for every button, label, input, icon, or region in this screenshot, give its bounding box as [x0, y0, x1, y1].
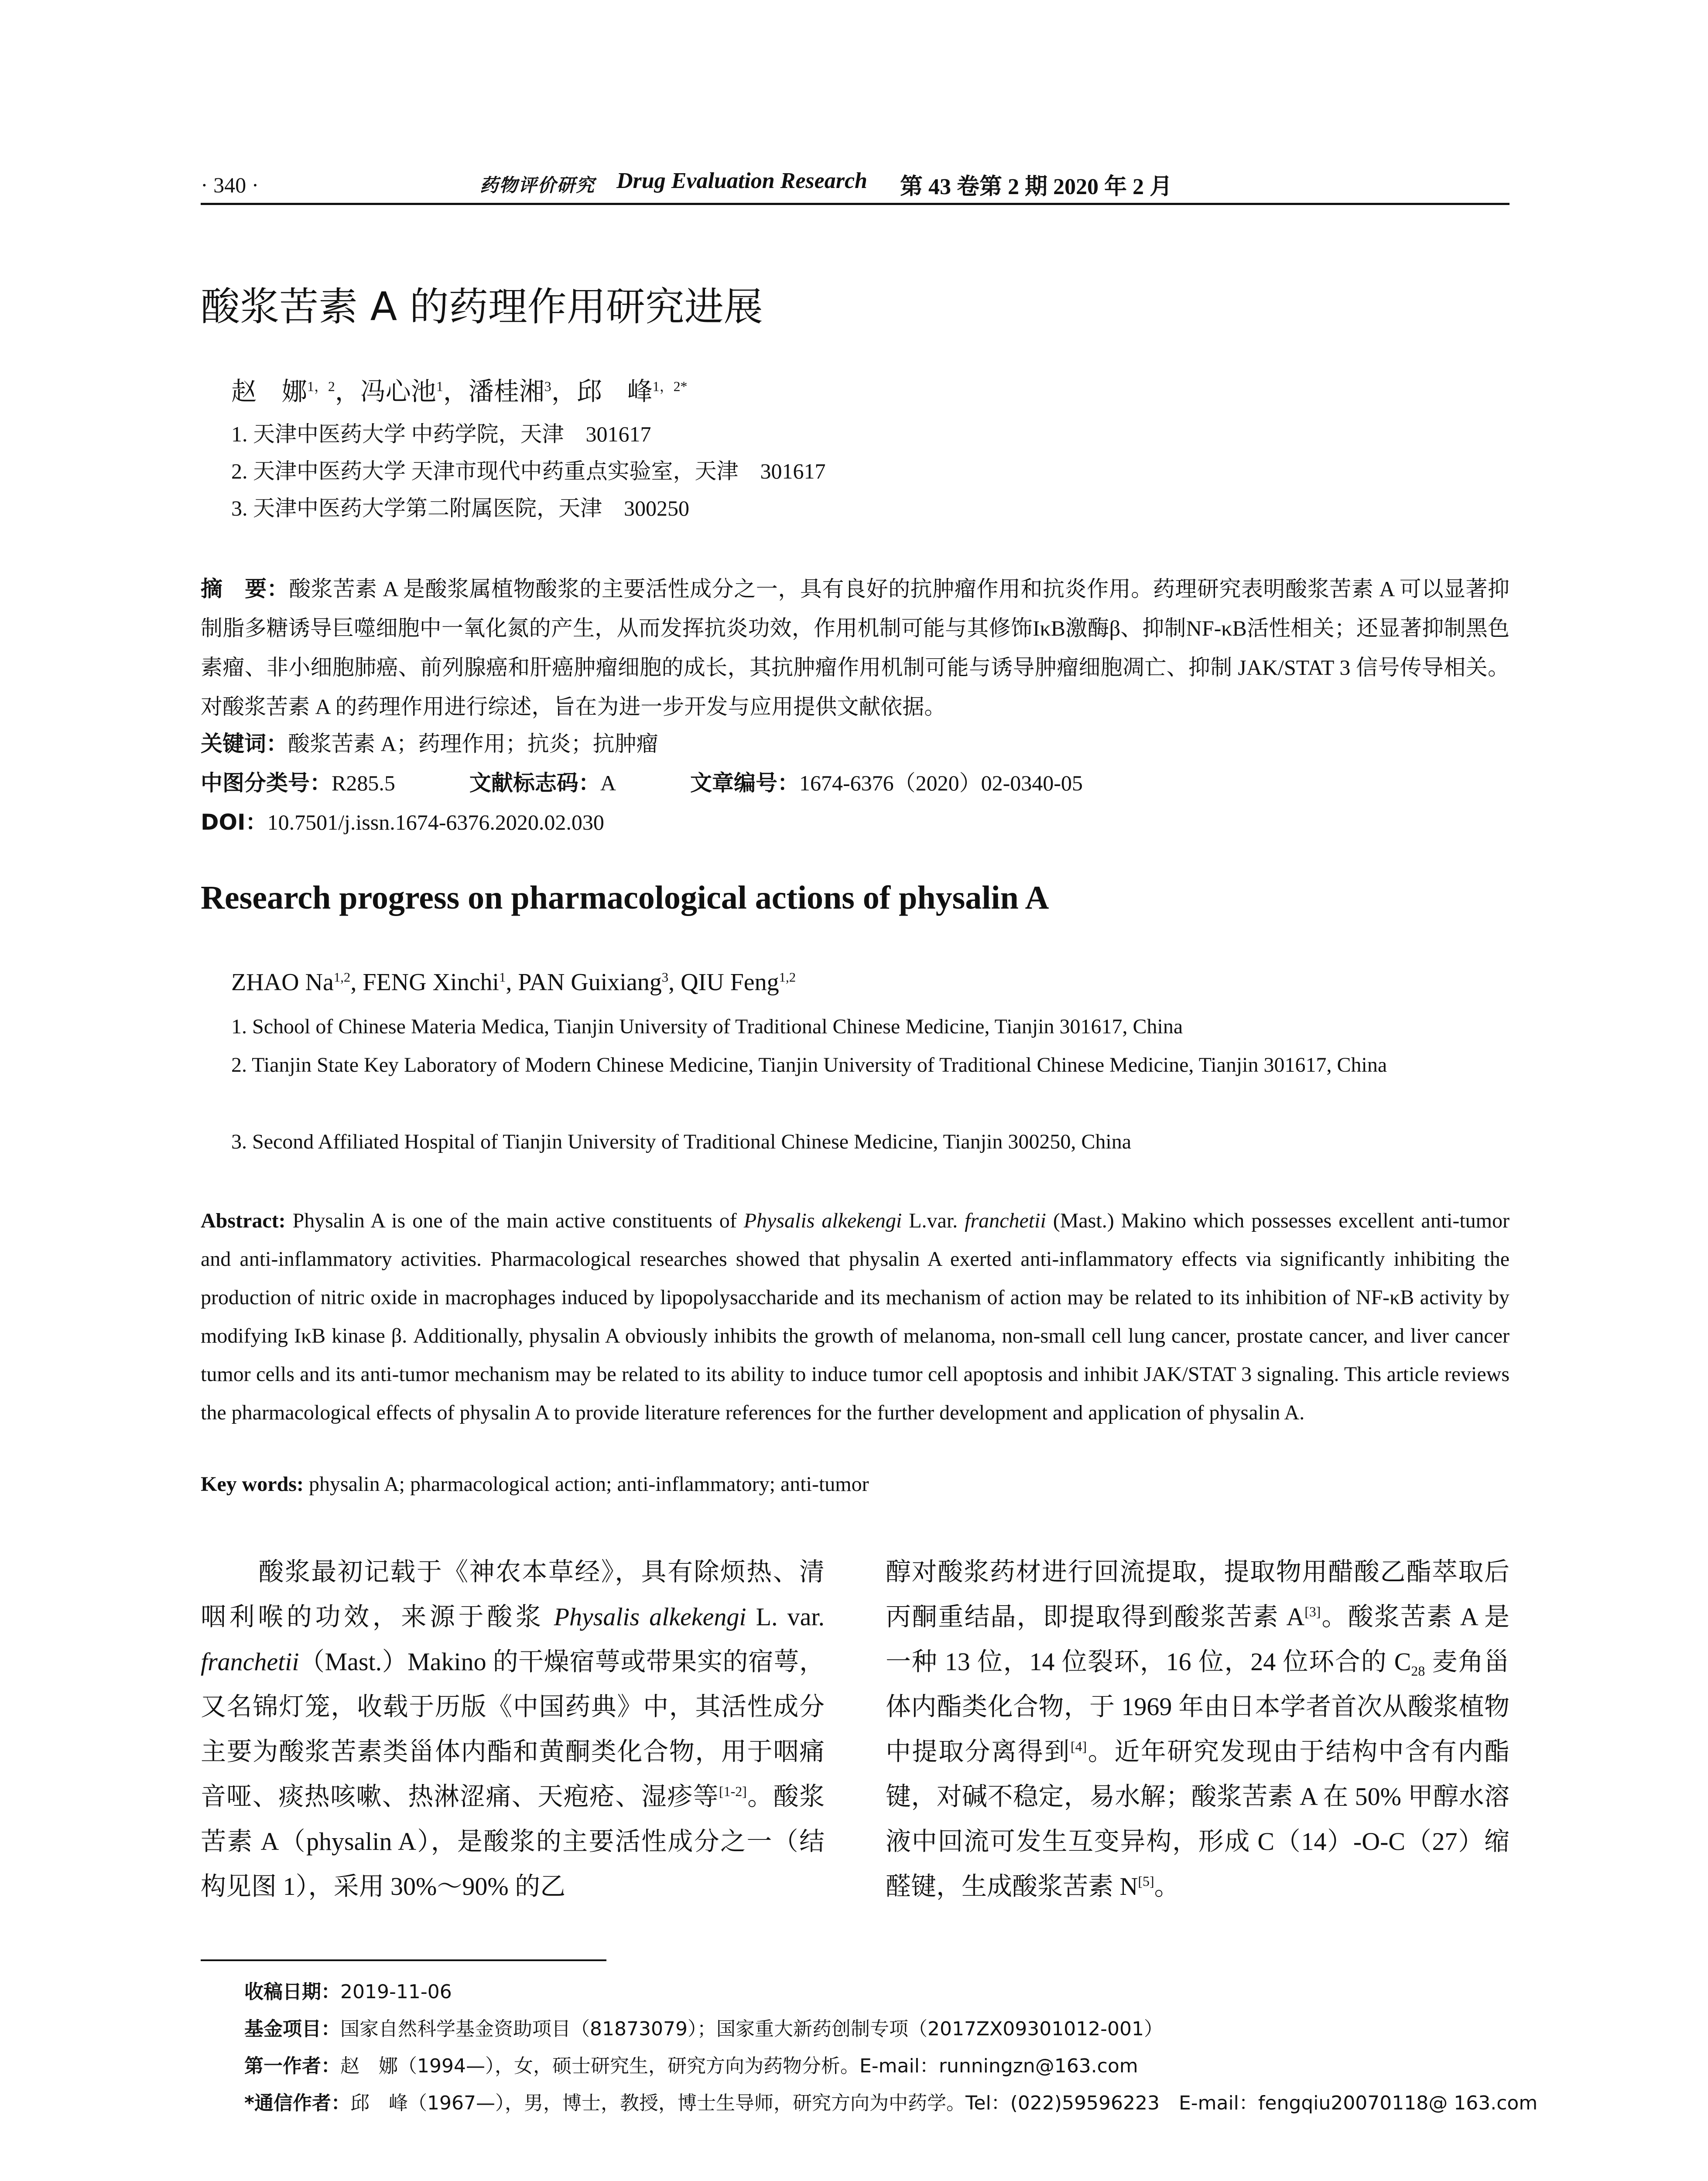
abstract-zh [201, 569, 1509, 726]
species-name: Physalis alkekengi [743, 1209, 902, 1232]
citation-ref[interactable]: [3] [1304, 1604, 1321, 1620]
abstract-label-en: Abstract: [201, 1209, 286, 1232]
body-text: （Mast.）Makino 的干燥宿萼或带果实的宿萼，又名锦灯笼，收载于历版《中国药典》中，其活性成分主要为酸浆苦素类甾体内酯和黄酮类化合物，用于咽痛音哑、痰热咳嗽、热淋涩痛、天疱疮、湿疹等 [201, 1648, 825, 1811]
doc-code-label: 文献标志码： [469, 770, 600, 796]
article-number-label: 文章编号： [690, 770, 799, 796]
affiliation-zh: 2. 天津中医药大学 天津市现代中药重点实验室，天津 301617 [231, 459, 826, 483]
doc-code-value: A [600, 771, 616, 795]
keywords-label-zh: 关键词： [201, 731, 288, 756]
clc-label: 中图分类号： [201, 770, 332, 796]
author-affiliation-mark: 1,2 [779, 970, 796, 985]
article-number-value: 1674-6376（2020）02-0340-05 [799, 771, 1083, 795]
footnote-received [244, 1976, 452, 2004]
journal-issue: 第 43 卷第 2 期 2020 年 2 月 [900, 174, 1173, 199]
keywords-text-en: physalin A; pharmacological action; anti-inflammatory; anti-tumor [303, 1473, 869, 1496]
species-name: Physalis alkekengi [554, 1603, 746, 1631]
footnote-text: 国家自然科学基金资助项目（81873079）；国家重大新药创制专项（2017ZX09301012-001） [340, 2018, 1164, 2040]
abstract-text-en: L.var. [902, 1209, 965, 1232]
author-name: , PAN Guixiang [506, 969, 662, 996]
body-text: 。 [1154, 1872, 1180, 1901]
citation-ref[interactable]: [1-2] [719, 1784, 747, 1799]
footnote-text: 2019-11-06 [340, 1981, 452, 2003]
page-number: · 340 · [201, 173, 259, 197]
doi-label: DOI： [201, 810, 267, 835]
article-title-zh: 酸浆苦素 A 的药理作用研究进展 [201, 284, 763, 330]
author-affiliation-mark: 1 [499, 970, 506, 985]
article-title-en: Research progress on pharmacological actions of physalin A [201, 879, 1049, 916]
keywords-label-en: Key words: [201, 1473, 304, 1496]
author-affiliation-mark: 1，2 [307, 379, 335, 394]
doi-line [201, 805, 604, 836]
author-list-zh [231, 371, 687, 407]
doi-value[interactable]: 10.7501/j.issn.1674-6376.2020.02.030 [267, 810, 604, 834]
footnote-first-author [244, 2050, 1138, 2078]
affiliation-zh: 3. 天津中医药大学第二附属医院，天津 300250 [231, 496, 689, 520]
classification-line [201, 766, 1509, 797]
journal-logo: 药物评价研究 [480, 176, 596, 196]
author-affiliation-mark: 3 [661, 970, 669, 985]
abstract-text-zh: 酸浆苦素 A 是酸浆属植物酸浆的主要活性成分之一，具有良好的抗肿瘤作用和抗炎作用。药理研究表明酸浆苦素 A 可以显著抑制脂多糖诱导巨噬细胞中一氧化氮的产生，从而发挥抗炎功效，作用机制可能与其修饰IκB激酶β、抑制NF-κB活性相关；还显著抑制黑色素瘤、非小细胞肺癌、前列腺癌和肝癌肿瘤细胞的成长，其抗肿瘤作用机制可能与诱导肿瘤细胞凋亡、抑制 JAK/STAT 3 信号传导相关。对酸浆苦素 A 的药理作用进行综述，旨在为进一步开发与应用提供文献依据。 [201, 577, 1510, 719]
clc-value: R285.5 [332, 771, 395, 795]
body-text: 酸浆最初记载于《神农本草经》，具有除烦热、清咽利喉的功效，来源于酸浆 [201, 1558, 825, 1631]
keywords-text-zh: 酸浆苦素 A；药理作用；抗炎；抗肿瘤 [288, 732, 658, 756]
footnote-text: 赵 娜（1994—），女，硕士研究生，研究方向为药物分析。E-mail：runningzn@163.com [340, 2055, 1138, 2077]
footnote-label: *通信作者： [244, 2092, 351, 2114]
author-name: ，冯心池 [335, 377, 436, 406]
body-text: L. var. [746, 1603, 825, 1631]
author-affiliation-mark: 3 [544, 379, 551, 394]
author-name: ZHAO Na [231, 969, 334, 996]
footnote-text: 邱 峰（1967—），男，博士，教授，博士生导师，研究方向为中药学。Tel：(022)59596223 E-mail：fengqiu20070118@ 163.com [350, 2092, 1538, 2114]
body-text: 。酸浆苦素 A（physalin A），是酸浆的主要活性成分之一（结构见图 1），采用 30%～90% 的乙 [201, 1782, 825, 1901]
body-text: 麦角甾体内酯类化合物，于 1969 年由日本学者首次从酸浆植物中提取分离得到 [886, 1648, 1509, 1766]
author-name: , FENG Xinchi [350, 969, 499, 996]
body-text: 醇对酸浆药材进行回流提取，提取物用醋酸乙酯萃取后丙酮重结晶，即提取得到酸浆苦素 A [886, 1558, 1509, 1631]
abstract-en [201, 1202, 1509, 1432]
body-text: 。酸浆苦素 A 是一种 13 位，14 位裂环，16 位，24 位环合的 C [886, 1603, 1510, 1676]
variety-name: franchetii [201, 1648, 299, 1676]
abstract-label-zh: 摘 要： [201, 576, 289, 602]
citation-ref[interactable]: [4] [1070, 1739, 1087, 1754]
body-column-right [886, 1549, 1509, 1909]
affiliation-en: 1. School of Chinese Materia Medica, Tianjin University of Traditional Chinese Medicine, Tianjin 301617, China [231, 1015, 1183, 1038]
footnote-corresponding-author [244, 2087, 1537, 2115]
keywords-en [201, 1472, 869, 1496]
abstract-text-en: (Mast.) Makino which possesses excellent anti-tumor and anti-inflammatory activities. Pharmacological researches showed that physalin A exerted anti-inflammatory effects via significantly inhibiting the production of nitric oxide in macrophages induced by lipopolysaccharide and its mechanism of action may be related to its inhibition of NF-κB activity by modifying IκB kinase β. Additionally, physalin A obviously inhibits the growth of melanoma, non-small cell lung cancer, prostate cancer, and liver cancer tumor cells and its anti-tumor mechanism may be related to its ability to induce tumor cell apoptosis and inhibit JAK/STAT 3 signaling. This article reviews the pharmacological effects of physalin A to provide literature references for the further development and application of physalin A. [201, 1209, 1510, 1424]
citation-ref[interactable]: [5] [1138, 1873, 1154, 1889]
header-rule [201, 203, 1509, 205]
footnote-funding [244, 2013, 1163, 2041]
author-affiliation-mark: 1，2* [652, 379, 688, 394]
keywords-zh [201, 726, 658, 758]
author-name: 赵 娜 [231, 377, 308, 406]
author-affiliation-mark: 1,2 [333, 970, 351, 985]
subscript: 28 [1411, 1663, 1425, 1679]
body-column-left [201, 1549, 825, 1909]
affiliation-en: 2. Tianjin State Key Laboratory of Modern Chinese Medicine, Tianjin University of Traditional Chinese Medicine, Tianjin 301617, China [231, 1053, 1387, 1077]
author-name: ，邱 峰 [551, 377, 653, 406]
journal-name: Drug Evaluation Research [616, 168, 867, 193]
variety-name: franchetii [965, 1209, 1046, 1232]
body-text: 。近年研究发现由于结构中含有内酯键，对碱不稳定，易水解；酸浆苦素 A 在 50% 甲醇水溶液中回流可发生互变异构，形成 C（14）-O-C（27）缩醛键，生成酸浆苦素 N [886, 1737, 1509, 1901]
author-list-en [231, 968, 796, 996]
author-name: , QIU Feng [668, 969, 779, 996]
footnote-rule [201, 1959, 606, 1961]
footnote-label: 基金项目： [244, 2018, 340, 2040]
author-name: ，潘桂湘 [443, 377, 544, 406]
footnote-label: 收稿日期： [244, 1981, 340, 2003]
footnote-label: 第一作者： [244, 2055, 340, 2077]
abstract-text-en: Physalin A is one of the main active constituents of [285, 1209, 744, 1232]
author-affiliation-mark: 1 [436, 379, 443, 394]
affiliation-en: 3. Second Affiliated Hospital of Tianjin University of Traditional Chinese Medicine, Tianjin 300250, China [231, 1130, 1132, 1153]
affiliation-zh: 1. 天津中医药大学 中药学院，天津 301617 [231, 422, 651, 446]
